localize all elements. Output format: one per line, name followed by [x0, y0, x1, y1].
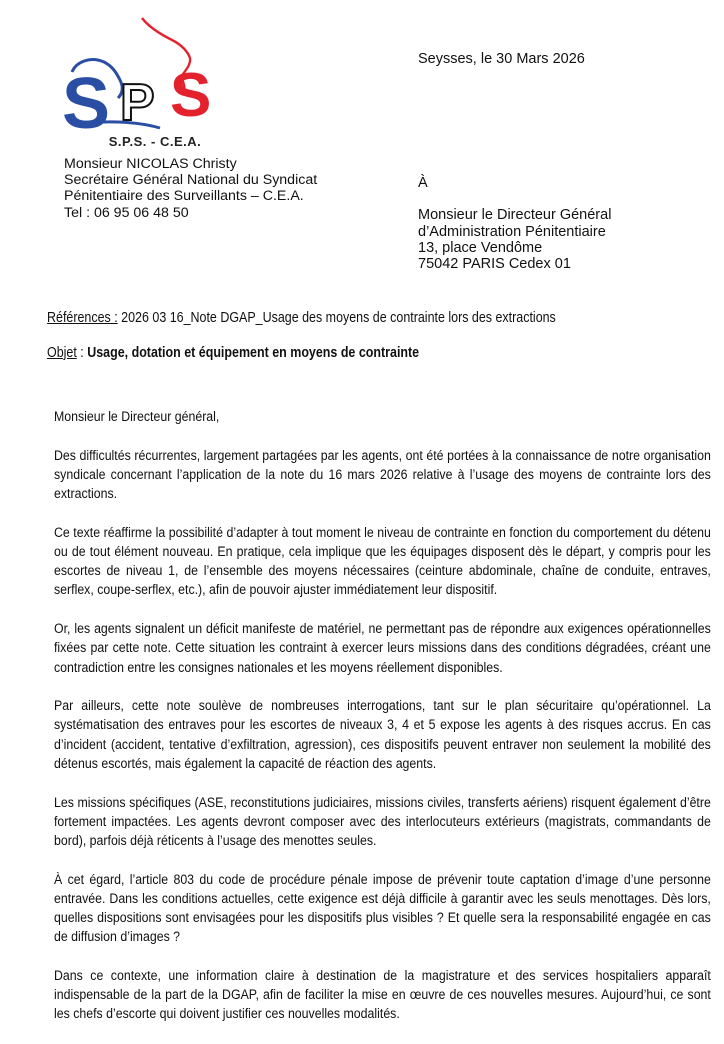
sender-title-1: Secrétaire Général National du Syndicat: [64, 172, 318, 189]
recipient-line-4: 75042 PARIS Cedex 01: [418, 256, 571, 273]
paragraph: À cet égard, l’article 803 du code de procédure pénale impose de prévenir toute captation d’image d’une personne entravée. Dans les conditions actuelles, cette exigence est déjà difficile à garantir avec les seuls menottages. Dès lors, quelles dispositions sont envisagées pour les dispositifs plus visibles ? Et quelle sera la responsabilité engagée en cas de diffusion d’images ?: [54, 871, 711, 946]
paragraph: Dans ce contexte, une information claire à destination de la magistrature et des services hospitaliers apparaît indispensable de la part de la DGAP, afin de faciliter la mise en œuvre de ces nouvelles mesures. Aujourd’hui, ce sont les chefs d’escorte qui doivent justifier ces nouvelles modalités.: [54, 967, 711, 1023]
paragraph: Par ailleurs, cette note soulève de nombreuses interrogations, tant sur le plan sécuritaire qu’opérationnel. La systématisation des entraves pour les escortes de niveaux 3, 4 et 5 expose les agents à des risques accrus. En cas d’incident (accident, tentative d’exfiltration, agression), ces dispositifs peuvent entraver non seulement la mobilité des détenus escortés, mais également la capacité de réaction des agents.: [54, 698, 711, 772]
references-label: Références :: [47, 310, 118, 326]
sps-logo: [60, 12, 235, 147]
svg-text:P: P: [120, 74, 155, 132]
sender-name: Monsieur NICOLAS Christy: [64, 156, 237, 172]
date-line: Seysses, le 30 Mars 2026: [418, 51, 585, 67]
sender-title-2: Pénitentiaire des Surveillants – C.E.A.: [64, 188, 304, 205]
sps-logo-graphic: [60, 12, 235, 147]
letter-body: [54, 408, 711, 1044]
recipient-line-1: Monsieur le Directeur Général: [418, 207, 612, 224]
paragraph: Les missions spécifiques (ASE, reconstitutions judiciaires, missions civiles, transferts aériens) risquent également d’être fortement impactées. Les agents devront composer avec des interlocuteurs extérieurs (magistrats, commandants de bord), parfois déjà réticents à l’usage des menottes seules.: [54, 794, 711, 849]
paragraph: Des difficultés récurrentes, largement partagées par les agents, ont été portées à la connaissance de notre organisation syndicale concernant l’application de la note du 16 mars 2026 relative à l’usage des moyens de contrainte lors des extractions.: [54, 447, 711, 503]
references-line: [47, 310, 556, 326]
svg-text:S: S: [170, 61, 212, 130]
salutation: Monsieur le Directeur général,: [54, 409, 220, 425]
objet-label: Objet: [47, 345, 77, 361]
recipient-line-3: 13, place Vendôme: [418, 239, 543, 256]
paragraph: Or, les agents signalent un déficit manifeste de matériel, ne permettant pas de répondre aux exigences opérationnelles fixées par cette note. Cette situation les contraint à exercer leurs missions dans des conditions dégradées, créant une contradiction entre les consignes nationales et les moyens réellement disponibles.: [54, 621, 711, 676]
paragraph: Ce texte réaffirme la possibilité d’adapter à tout moment le niveau de contrainte en fonction du comportement du détenu ou de tout élément nouveau. En pratique, cela implique que les équipages disposent dès le départ, y compris pour les escortes de niveau 1, de l’ensemble des moyens nécessaires (ceinture abdominale, chaîne de conduite, entraves, serflex, coupe-serflex, etc.), afin de pouvoir ajuster immédiatement leur dispositif.: [54, 524, 711, 599]
recipient-to: À: [418, 175, 428, 191]
sender-phone: Tel : 06 95 06 48 50: [64, 204, 189, 221]
objet-value: Usage, dotation et équipement en moyens de contrainte: [87, 345, 420, 361]
logo-caption: S.P.S. - C.E.A.: [108, 134, 202, 149]
references-value: 2026 03 16_Note DGAP_Usage des moyens de contrainte lors des extractions: [117, 310, 556, 326]
recipient-line-2: d’Administration Pénitentiaire: [418, 223, 606, 240]
objet-line: [47, 345, 419, 361]
recipient-block: [418, 175, 611, 272]
svg-text:S: S: [62, 64, 111, 144]
objet-separator: :: [76, 345, 88, 361]
sender-block: [64, 156, 317, 221]
